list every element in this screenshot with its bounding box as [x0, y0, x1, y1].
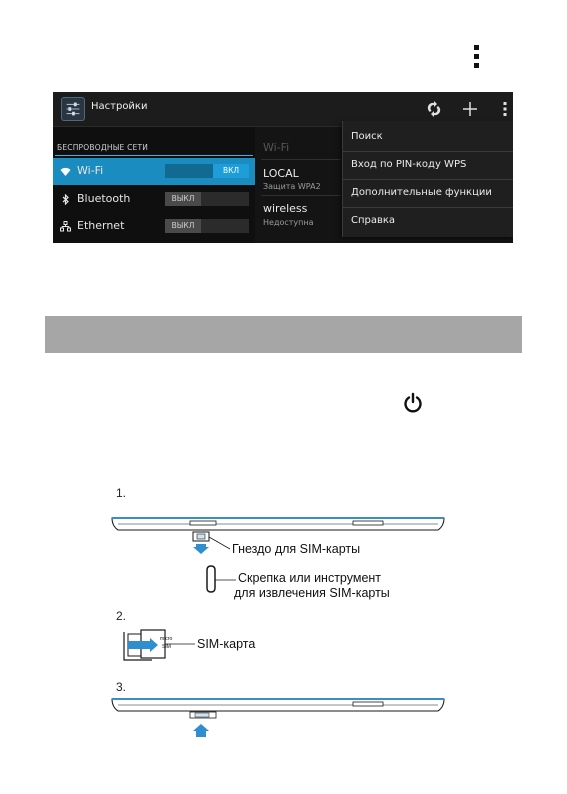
ethernet-icon [60, 221, 71, 232]
section-divider [55, 155, 253, 156]
sim-install-diagram [0, 480, 567, 750]
toggle-state: ВЫКЛ [165, 219, 201, 233]
step-number: 2. [116, 609, 127, 623]
power-icon [403, 392, 423, 414]
wifi-pane-title: Wi-Fi [263, 141, 290, 154]
network-status: Недоступна [263, 218, 314, 227]
sim-slot-label: Гнездо для SIM-карты [232, 542, 361, 556]
settings-item-label: Ethernet [77, 219, 125, 232]
step-number: 3. [116, 680, 127, 694]
divider [261, 159, 341, 160]
sim-card-face-text: SIM [162, 644, 171, 650]
menu-item-advanced[interactable] [343, 180, 513, 207]
settings-item-ethernet[interactable] [53, 213, 255, 240]
tool-label-line2: для извлечения SIM-карты [234, 586, 390, 600]
settings-item-label: Wi-Fi [77, 164, 104, 177]
toggle-state: ВЫКЛ [165, 192, 201, 206]
settings-app-icon [61, 97, 85, 121]
network-name[interactable]: wireless [263, 202, 308, 215]
settings-list [53, 127, 255, 243]
device-edge-step-1 [112, 518, 444, 530]
menu-item-search[interactable] [343, 124, 513, 151]
menu-item-label: Справка [351, 215, 396, 226]
eject-tool [207, 566, 236, 592]
menu-item-label: Поиск [351, 131, 383, 142]
bluetooth-toggle[interactable] [165, 192, 249, 206]
step-number: 1. [116, 486, 127, 500]
overflow-menu [342, 121, 513, 237]
settings-item-label: Bluetooth [77, 192, 131, 205]
settings-item-bluetooth[interactable] [53, 186, 255, 213]
menu-item-label: Вход по PIN-коду WPS [351, 159, 467, 170]
overflow-icon[interactable] [502, 101, 508, 117]
tool-label-line1: Скрепка или инструмент [238, 571, 382, 585]
bluetooth-icon [60, 194, 71, 205]
sim-card-illustration [124, 630, 195, 660]
app-title: Настройки [91, 101, 148, 112]
menu-item-wps-pin[interactable] [343, 152, 513, 179]
wifi-toggle[interactable] [165, 164, 249, 178]
section-header-bar [45, 316, 522, 353]
ethernet-toggle[interactable] [165, 219, 249, 233]
section-header: БЕСПРОВОДНЫЕ СЕТИ [57, 143, 149, 152]
settings-item-wifi[interactable] [53, 158, 255, 185]
sim-card-label: SIM-карта [197, 637, 256, 651]
sim-tray [193, 532, 230, 554]
overflow-menu-icon [470, 44, 484, 70]
toggle-state: ВКЛ [213, 164, 249, 178]
network-status: Защита WPA2 [263, 182, 321, 191]
menu-item-label: Дополнительные функции [351, 187, 492, 198]
wifi-icon [60, 166, 71, 177]
android-settings-screenshot [53, 92, 513, 243]
divider [261, 195, 341, 196]
refresh-icon[interactable] [425, 100, 443, 118]
add-network-icon[interactable] [461, 100, 479, 118]
network-name[interactable]: LOCAL [263, 167, 299, 180]
sim-card-face-text: micro [160, 636, 173, 642]
menu-item-help[interactable] [343, 208, 513, 235]
device-edge-step-3 [112, 699, 444, 737]
